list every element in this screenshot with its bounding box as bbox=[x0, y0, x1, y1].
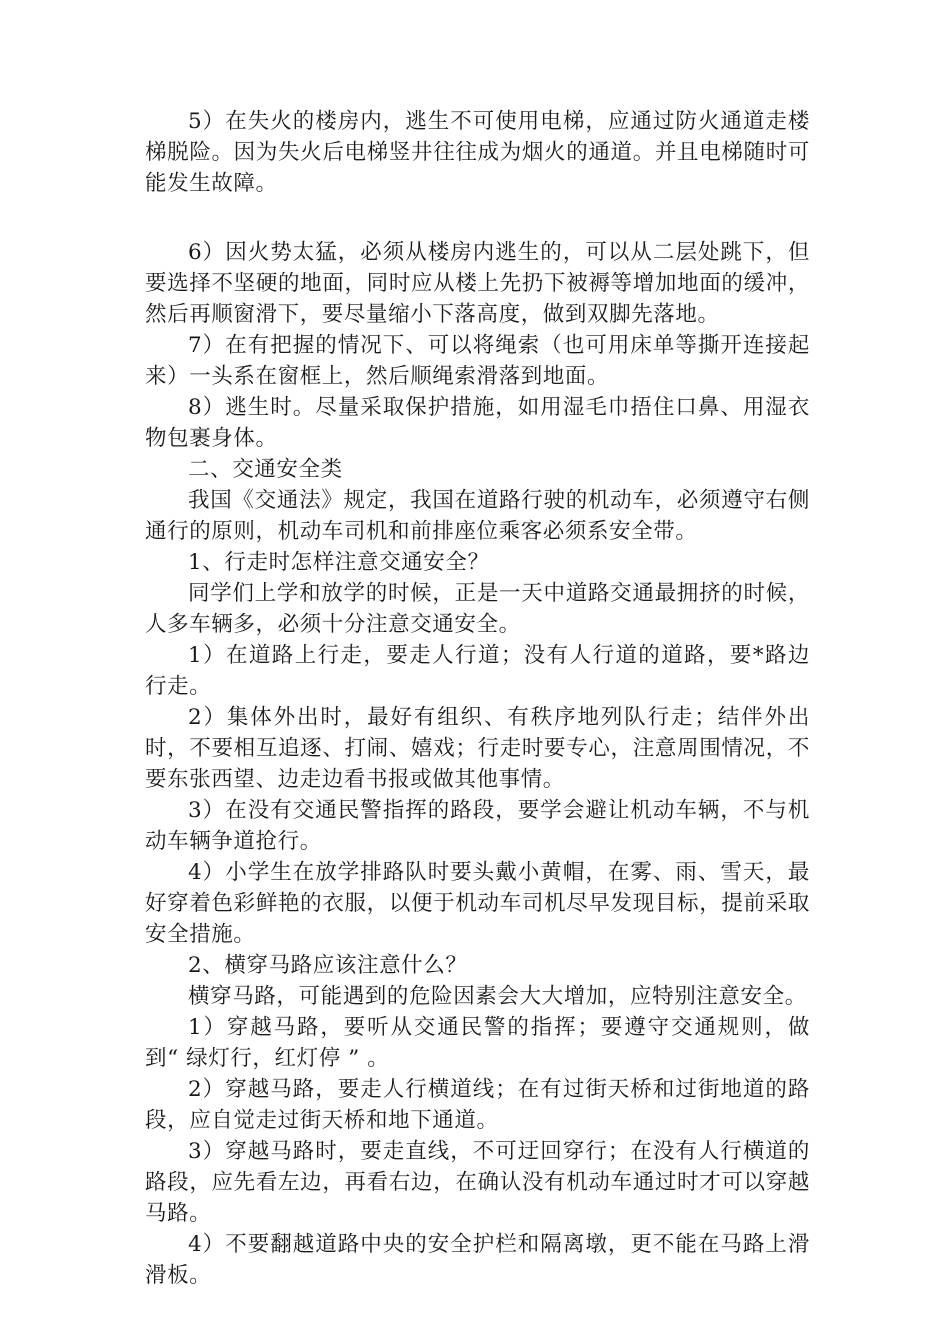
section-heading-traffic-safety: 二、交通安全类 bbox=[188, 457, 343, 482]
paragraph-walking-rule-2: 2）集体外出时，最好有组织、有秩序地列队行走；结伴外出时，不要相互追逐、打闹、嬉戏；行走时要专心，注意周围情况，不要东张西望、边走边看书报或做其他事情。 bbox=[145, 705, 810, 792]
subheading-walking-safety: 1、行走时怎样注意交通安全？ bbox=[188, 550, 490, 575]
paragraph-fire-escape-jump: 6）因火势太猛，必须从楼房内逃生的，可以从二层处跳下，但要选择不坚硬的地面，同时应从楼上先扔下被褥等增加地面的缓冲，然后再顺窗滑下，要尽量缩小下落高度，做到双脚先落地。 bbox=[145, 240, 810, 327]
paragraph-crossing-rule-1: 1）穿越马路，要听从交通民警的指挥；要遵守交通规则，做到“ 绿灯行，红灯停 ” 。 bbox=[145, 1015, 810, 1071]
paragraph-walking-rule-1: 1）在道路上行走，要走人行道；没有人行道的道路，要*路边行走。 bbox=[145, 643, 810, 699]
paragraph-traffic-law: 我国《交通法》规定，我国在道路行驶的机动车，必须遵守右侧通行的原则，机动车司机和前排座位乘客必须系安全带。 bbox=[145, 488, 810, 544]
subheading-crossing-road: 2、横穿马路应该注意什么？ bbox=[188, 953, 468, 978]
paragraph-crossing-rule-4: 4）不要翻越道路中央的安全护栏和隔离墩，更不能在马路上滑滑板。 bbox=[145, 1232, 810, 1288]
paragraph-walking-rule-4: 4）小学生在放学排路队时要头戴小黄帽，在雾、雨、雪天，最好穿着色彩鲜艳的衣服，以便于机动车司机尽早发现目标，提前采取安全措施。 bbox=[145, 860, 810, 947]
paragraph-fire-escape-protection: 8）逃生时。尽量采取保护措施，如用湿毛巾捂住口鼻、用湿衣物包裹身体。 bbox=[145, 395, 810, 451]
document-body bbox=[145, 106, 810, 1291]
paragraph-walking-rule-3: 3）在没有交通民警指挥的路段，要学会避让机动车辆，不与机动车辆争道抢行。 bbox=[145, 798, 810, 854]
paragraph-fire-escape-rope: 7）在有把握的情况下、可以将绳索（也可用床单等撕开连接起来）一头系在窗框上，然后顺绳索滑落到地面。 bbox=[145, 333, 810, 389]
paragraph-crossing-rule-3: 3）穿越马路时，要走直线，不可迂回穿行；在没有人行横道的路段，应先看左边，再看右边，在确认没有机动车通过时才可以穿越马路。 bbox=[145, 1139, 810, 1226]
paragraph-crossing-rule-2: 2）穿越马路，要走人行横道线；在有过街天桥和过街地道的路段，应自觉走过街天桥和地下通道。 bbox=[145, 1077, 810, 1133]
paragraph-crossing-intro: 横穿马路，可能遇到的危险因素会大大增加，应特别注意安全。 bbox=[188, 984, 807, 1009]
paragraph-fire-escape-elevator: 5）在失火的楼房内，逃生不可使用电梯，应通过防火通道走楼梯脱险。因为失火后电梯竖井往往成为烟火的通道。并且电梯随时可能发生故障。 bbox=[145, 109, 810, 196]
paragraph-walking-intro: 同学们上学和放学的时候，正是一天中道路交通最拥挤的时候，人多车辆多，必须十分注意交通安全。 bbox=[145, 581, 810, 637]
